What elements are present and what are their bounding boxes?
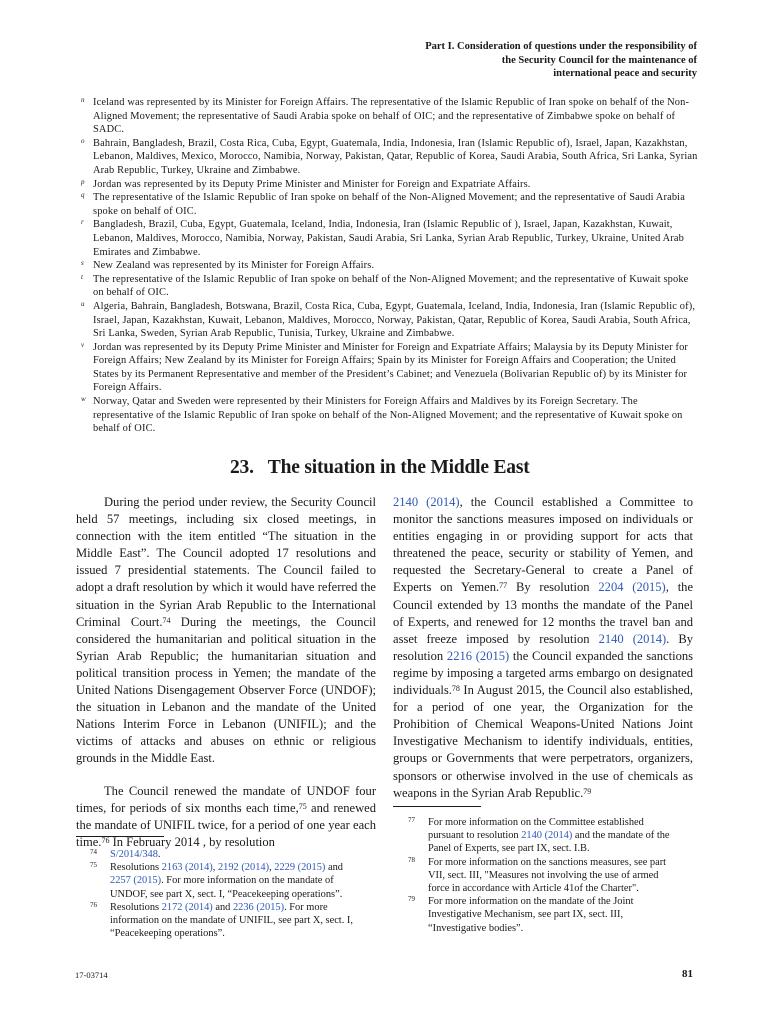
footnote-text: and [212,901,233,913]
body-text: , the Council extended by 13 months the mandate of the Panel of Experts, and renewed for 12 months the travel ban and asset freeze imposed by resolution [393,580,694,646]
footnote-74 [90,848,360,861]
body-text: the Council expanded the sanctions regime by imposing a targeted arms embargo on designated individuals. [393,648,694,698]
body-text: By resolution [507,580,599,595]
body-paragraph [393,494,693,802]
footnote-marker: t [81,272,84,281]
footnote-v [78,341,698,395]
footnote-76 [90,901,360,941]
footnote-marker: u [81,299,85,308]
footnote-marker: 78 [408,855,415,864]
footnote-marker: 75 [90,861,97,870]
document-link[interactable]: S/2014/348 [110,849,158,860]
footnote-o [78,137,698,178]
footnote-marker: r [81,218,84,227]
left-footnotes [90,848,360,940]
footnote-text: Bangladesh, Brazil, Cuba, Egypt, Guatemala, Iceland, India, Indonesia, Iran (Islamic Republic of ), Israel, Japan, Kazakhstan, Kuwait, Lebanon, Maldives, Morocco, Namibia, Norway, Pakistan, Saudi Arabia, Sri Lanka, Syrian Arab Republic, Turkey, Ukraine, United Arab Emirates and Zimbabwe. [93,219,684,258]
resolution-link[interactable]: 2140 (2014) [598,631,667,646]
resolution-link[interactable]: 2140 (2014) [521,830,573,842]
top-footnotes [78,96,698,436]
footnote-ref-79[interactable]: 79 [583,786,592,796]
footnote-75 [90,861,360,901]
footnote-text: Jordan was represented by its Deputy Prime Minister and Minister for Foreign and Expatriate Affairs; Malaysia by its Deputy Minister for Foreign Affairs; New Zealand by its Minister for Foreign Affairs; Spain by its Minister for Foreign Affairs and Cooperation; the United States by its Permanent Representative and member of the President’s Cabinet; and Venezuela (Bolivarian Republic of) by its Minister for Foreign Affairs. [93,341,689,394]
footnote-marker: p [81,177,85,186]
footnote-text: Bahrain, Bangladesh, Brazil, Costa Rica, Cuba, Egypt, Guatemala, India, Indonesia, Iran (Islamic Republic of), Israel, Japan, Kazakhstan, Lebanon, Maldives, Mexico, Morocco, Namibia, Norway, Pakistan, Qatar, Republic of Korea, Saudi Arabia, South Africa, Sri Lanka, Syrian Arab Republic, Turkey, Ukraine and Zimbabwe. [93,137,698,176]
footnote-separator-right [393,806,481,807]
footnote-text: New Zealand was represented by its Minister for Foreign Affairs. [93,260,375,272]
left-column [76,494,376,851]
body-paragraph [76,494,376,768]
footnote-marker: n [81,96,85,104]
document-number: 17-03714 [75,970,108,980]
footnote-text: The representative of the Islamic Republic of Iran spoke on behalf of the Non-Aligned Movement; and the representative of Saudi Arabia spoke on behalf of OIC. [93,192,685,217]
footnote-marker: 76 [90,900,97,909]
footnote-marker: w [81,395,86,404]
footnote-ref-74[interactable]: 74 [162,615,171,625]
body-text: During the meetings, the Council considered the humanitarian and political situation in the Syrian Arab Republic; the humanitarian situation and political transition process in Yemen; the mandate of the United Nations Disengagement Observer Force (UNDOF); the situation in Lebanon and the mandate of the United Nations Interim Force in Lebanon (UNIFIL); and the victims of attacks and abuses on ethnic or religious grounds in the Middle East. [76,614,376,766]
footnote-marker: v [81,340,85,349]
footnote-s [78,259,698,273]
page-number: 81 [682,968,693,980]
footnote-text: and [325,862,343,874]
right-column [393,494,693,802]
resolution-link[interactable]: 2236 (2015) [232,901,285,913]
footnote-marker: o [81,136,85,145]
footnote-u [78,300,698,341]
resolution-link[interactable]: 2140 (2014) [393,495,460,509]
resolution-link[interactable]: 2192 (2014) [217,862,270,874]
footnote-marker: 77 [408,816,415,824]
footnote-text: Iceland was represented by its Minister for Foreign Affairs. The representative of the Islamic Republic of Iran spoke on behalf of the Non-Aligned Movement; the representative of Saudi Arabia spoke on behalf of OIC; and the representative of Zimbabwe spoke on behalf of SADC. [93,97,690,136]
footnote-text: . [157,849,161,860]
footnote-78 [408,856,678,896]
footnote-text: Algeria, Bahrain, Bangladesh, Botswana, Brazil, Costa Rica, Cuba, Egypt, Guatemala, Iceland, India, Indonesia, Iran (Islamic Republic of), Israel, Japan, Kazakhstan, Kuwait, Lebanon, Maldives, Morocco, Norway, Pakistan, Qatar, Republic of Korea, Saudi Arabia, South Africa, Sri Lanka, Sweden, Syrian Arab Republic, Tunisia, Turkey, Ukraine and Zimbabwe. [93,300,696,340]
resolution-link[interactable]: 2163 (2014) [161,862,213,874]
footnote-text: For more information on the sanctions measures, see part VII, sect. III, "Measures not involving the use of armed force in accordance with Article 41of the Charter". [428,856,667,895]
footnote-ref-75[interactable]: 75 [298,801,307,811]
footnote-marker: 74 [90,848,97,856]
section-heading [230,457,550,479]
footnote-q [78,191,698,218]
running-header [367,40,697,81]
footnote-ref-78[interactable]: 78 [451,684,460,694]
header-line-3: international peace and security [553,68,697,79]
footnote-text: Norway, Qatar and Sweden were represented by their Ministers for Foreign Affairs and Maldives by its Foreign Secretary. The representative of the Islamic Republic of Iran spoke on behalf of the Non-Aligned Movement; and the representative of Kuwait spoke on behalf of OIC. [93,396,683,435]
footnote-text: , [269,862,275,874]
footnote-text: For more information on the mandate of the Joint Investigative Mechanism, see part IX, sect. III, “Investigative bodies”. [428,896,634,934]
footnote-text: Resolutions [110,862,162,874]
footnote-text: and the mandate of the Panel of Experts, see part IX, sect. I.B. [428,830,670,855]
footnote-79 [408,895,678,935]
footnote-marker: s [81,259,84,268]
body-text: . By resolution [393,631,694,663]
body-text: During the period under review, the Security Council held 57 meetings, including six closed meetings, in connection with the item entitled “The situation in the Middle East”. The Council adopted 17 resolutions and issued 7 presidential statements. The Council failed to adopt a draft resolution by which it would have referred the situation in the Syrian Arab Republic to the International Criminal Court. [76,495,376,629]
footnote-t [78,273,698,300]
resolution-link[interactable]: 2229 (2015) [274,862,326,874]
body-text: In August 2015, the Council also established, for a period of one year, the Organization for the Prohibition of Chemical Weapons-United Nations Joint Investigative Mechanism to identify individuals, entities, groups or Governments that were perpetrators, organizers, sponsors or otherwise involved in the use of chemicals as weapons in the Syrian Arab Republic. [393,683,693,800]
footnote-text: , [212,862,218,874]
body-text: In February 2014 , by resolution [109,834,275,849]
footnote-marker: q [81,191,85,200]
footnote-ref-76[interactable]: 76 [101,835,110,845]
body-text: The Council renewed the mandate of UNDOF four times, for periods of six months each time, [76,783,376,815]
right-footnotes [408,816,678,935]
footnote-text: . For more information on the mandate of UNDOF, see part X, sect. I, “Peacekeeping operations”. [110,875,343,900]
resolution-link[interactable]: 2204 (2015) [598,580,666,595]
resolution-link[interactable]: 2216 (2015) [446,648,510,663]
footnote-separator-left [76,836,164,837]
section-number: 23. [230,457,254,478]
body-text: and renewed the mandate of UNIFIL twice, for a period of one year each time. [76,800,376,849]
body-text: , the Council established a Committee to monitor the sanctions measures imposed on individuals or entities engaging in or providing support for acts that threatened the peace, security or stability of Yemen, and requested the Secretary-General to create a Panel of Experts on Yemen. [393,495,693,595]
footnote-w [78,395,698,436]
footnote-ref-77[interactable]: 77 [499,581,508,591]
footnote-text: For more information on the Committee established pursuant to resolution [428,817,644,842]
footnote-text: Jordan was represented by its Deputy Prime Minister and Minister for Foreign and Expatriate Affairs. [93,178,531,190]
footnote-text: Resolutions [110,901,162,913]
resolution-link[interactable]: 2172 (2014) [161,901,213,913]
footnote-text: . For more information on the mandate of UNIFIL, see part X, sect. I, “Peacekeeping operations”. [110,901,353,940]
body-paragraph [76,783,376,851]
header-line-1: Part I. Consideration of questions under the responsibility of [425,41,697,52]
footnote-n [78,96,698,137]
footnote-r [78,218,698,259]
resolution-link[interactable]: 2257 (2015) [110,875,162,887]
footnote-text: The representative of the Islamic Republic of Iran spoke on behalf of the Non-Aligned Movement; and the representative of Kuwait spoke on behalf of OIC. [93,273,689,299]
footnote-77 [408,816,678,856]
footnote-p [78,178,698,192]
footnote-marker: 79 [408,895,415,904]
section-title: The situation in the Middle East [267,457,530,478]
header-line-2: the Security Council for the maintenance of [501,54,697,66]
